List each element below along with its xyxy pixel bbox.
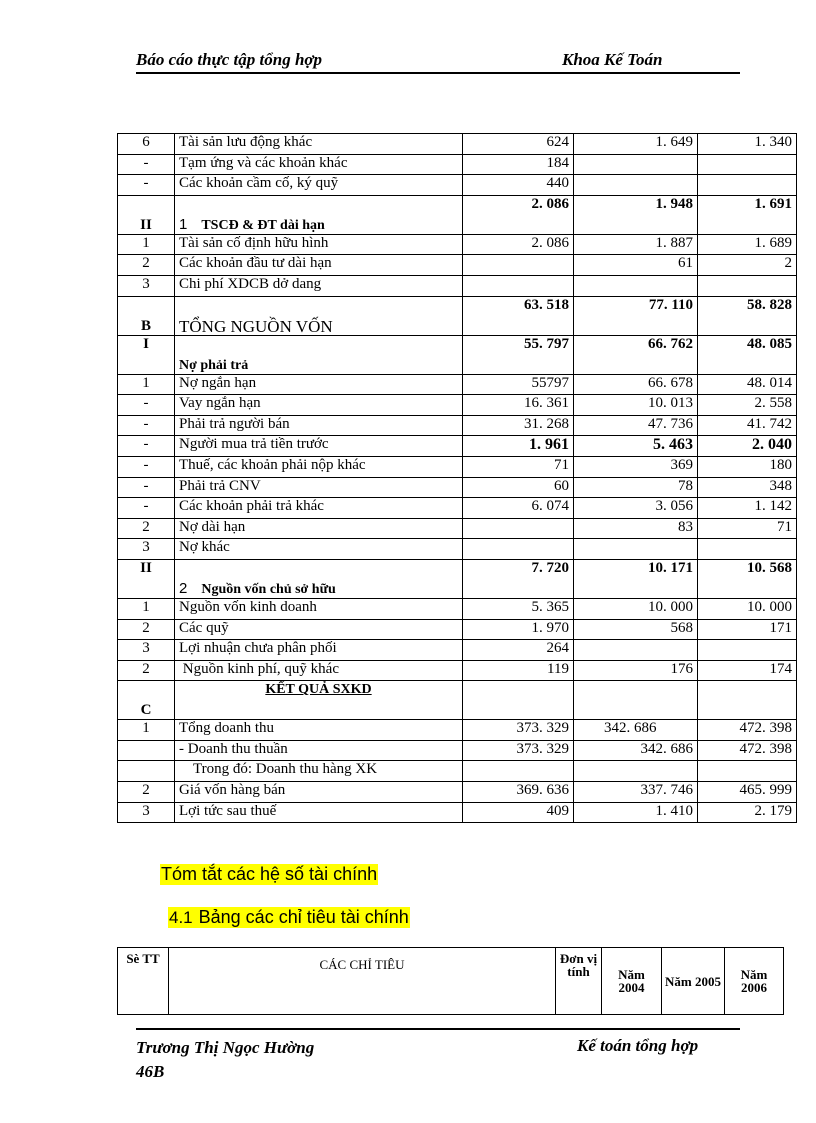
value-2006: 2. 040 [698,436,797,457]
table-row [118,415,797,436]
value-2004: 369. 636 [463,782,574,803]
value-2004: 1. 961 [463,436,574,457]
col-year-2005: Năm 2005 [662,948,725,1015]
row-label: Các khoản cầm cố, ký quỹ [175,175,463,196]
row-label: Lợi tức sau thuế [175,802,463,823]
value-2006: 465. 999 [698,782,797,803]
value-2004 [463,539,574,560]
row-label: Thuế, các khoản phải nộp khác [175,456,463,477]
value-2006: 71 [698,518,797,539]
row-number: - [118,415,175,436]
value-2006: 1. 340 [698,134,797,155]
section-row [118,681,797,720]
row-number: - [118,477,175,498]
value-2005: 3. 056 [574,498,698,519]
author-name: Trương Thị Ngọc Hường [136,1038,315,1057]
value-2004: 373. 329 [463,740,574,761]
row-number: 1 [118,598,175,619]
value-2005: 10. 171 [574,559,698,598]
row-label: Tài sản lưu động khác [175,134,463,155]
row-label: Nguồn vốn kinh doanh [175,598,463,619]
value-2006: 48. 014 [698,374,797,395]
value-2006: 1. 689 [698,234,797,255]
value-2005: 78 [574,477,698,498]
value-2006: 10. 568 [698,559,797,598]
row-number: 1 [118,234,175,255]
section-row [118,296,797,335]
value-2006 [698,761,797,782]
row-number: 6 [118,134,175,155]
section-number: B [118,296,175,335]
value-2005: 1. 948 [574,195,698,234]
row-label: Các khoản phải trả khác [175,498,463,519]
row-number [118,740,175,761]
row-number: 3 [118,640,175,661]
footer-author [136,1036,314,1084]
table-row [118,782,797,803]
value-2006: 348 [698,477,797,498]
row-number: 3 [118,275,175,296]
value-2005: 66. 678 [574,374,698,395]
value-2005: 568 [574,619,698,640]
value-2006: 174 [698,660,797,681]
row-label: Trong đó: Doanh thu hàng XK [175,761,463,782]
value-2005 [574,681,698,720]
row-label: Tạm ứng và các khoản khác [175,154,463,175]
col-stt: Sè TT [118,948,169,1015]
subsection-title: Bảng các chỉ tiêu tài chính [198,907,409,927]
value-2004: 31. 268 [463,415,574,436]
value-2004: 71 [463,456,574,477]
value-2006 [698,175,797,196]
row-number: 1 [118,720,175,741]
value-2004: 119 [463,660,574,681]
value-2004: 5. 365 [463,598,574,619]
value-2006 [698,539,797,560]
row-label: - Doanh thu thuần [175,740,463,761]
table-row [118,598,797,619]
table-row [118,660,797,681]
page-header [136,50,740,74]
row-number: 3 [118,802,175,823]
value-2005: 77. 110 [574,296,698,335]
value-2006: 472. 398 [698,740,797,761]
row-number: 2 [118,660,175,681]
row-number: - [118,498,175,519]
row-number: 3 [118,539,175,560]
value-2006 [698,640,797,661]
row-label: Chi phí XDCB dở dang [175,275,463,296]
value-2005 [574,761,698,782]
table-row [118,539,797,560]
value-2004 [463,681,574,720]
section-label: Nợ phải trả [175,335,463,374]
value-2004 [463,275,574,296]
table-row [118,802,797,823]
table-row [118,498,797,519]
row-number: - [118,456,175,477]
row-label: Vay ngắn hạn [175,395,463,416]
row-number: 2 [118,619,175,640]
value-2005: 176 [574,660,698,681]
value-2005 [574,539,698,560]
row-label: Phải trả người bán [175,415,463,436]
row-label: Tổng doanh thu [175,720,463,741]
section-label: 1 TSCĐ & ĐT dài hạn [175,195,463,234]
indicator-table [117,947,784,1015]
value-2006: 180 [698,456,797,477]
value-2006 [698,275,797,296]
value-2004: 55. 797 [463,335,574,374]
value-2006: 472. 398 [698,720,797,741]
indicator-header-row [118,948,784,1015]
table-row [118,175,797,196]
row-label: Nguồn kinh phí, quỹ khác [175,660,463,681]
value-2004 [463,518,574,539]
row-number: - [118,436,175,457]
col-chitieu: CÁC CHỈ TIÊU [169,948,556,1015]
row-label: Lợi nhuận chưa phân phối [175,640,463,661]
table-row [118,640,797,661]
page-footer [136,1028,740,1081]
table-row [118,456,797,477]
value-2005: 10. 000 [574,598,698,619]
value-2006: 48. 085 [698,335,797,374]
value-2004: 264 [463,640,574,661]
value-2005: 83 [574,518,698,539]
value-2005 [574,275,698,296]
value-2005: 369 [574,456,698,477]
row-number: 2 [118,255,175,276]
row-label: Nợ khác [175,539,463,560]
table-row [118,518,797,539]
value-2004 [463,255,574,276]
summary-heading: Tóm tắt các hệ số tài chính [161,864,378,884]
value-2005: 342. 686 [574,740,698,761]
row-label: Giá vốn hàng bán [175,782,463,803]
row-label: Nợ ngắn hạn [175,374,463,395]
section-index: 1 [179,215,188,233]
table-row [118,234,797,255]
col-year-2004: Năm 2004 [602,948,662,1015]
value-2005: 1. 649 [574,134,698,155]
value-2005 [574,640,698,661]
row-number: - [118,395,175,416]
value-2005: 5. 463 [574,436,698,457]
value-2004: 60 [463,477,574,498]
col-year-2006: Năm 2006 [725,948,784,1015]
section-number: I [118,335,175,374]
section-row [118,559,797,598]
value-2004: 373. 329 [463,720,574,741]
subsection-number: 4.1 [169,908,193,927]
table-row [118,720,797,741]
row-label: Các khoản đầu tư dài hạn [175,255,463,276]
table-row [118,395,797,416]
value-2006 [698,681,797,720]
author-class: 46B [136,1062,165,1081]
value-2004: 63. 518 [463,296,574,335]
section-number: II [118,195,175,234]
value-2004 [463,761,574,782]
table-row [118,154,797,175]
table-row [118,255,797,276]
row-number: 1 [118,374,175,395]
row-label: Nợ dài hạn [175,518,463,539]
header-department: Khoa Kế Toán [562,50,663,69]
value-2004: 1. 970 [463,619,574,640]
value-2004: 624 [463,134,574,155]
table-row [118,761,797,782]
value-2004: 7. 720 [463,559,574,598]
section-label: TỔNG NGUỒN VỐN [175,296,463,335]
value-2006: 171 [698,619,797,640]
row-number: 2 [118,518,175,539]
subsection-heading [168,907,410,928]
table-row [118,477,797,498]
section-number: C [118,681,175,720]
value-2005: 1. 410 [574,802,698,823]
value-2006: 2. 558 [698,395,797,416]
row-label: Người mua trả tiền trước [175,436,463,457]
row-label: Các quỹ [175,619,463,640]
row-label: Tài sản cố định hữu hình [175,234,463,255]
row-label: Phải trả CNV [175,477,463,498]
value-2004: 2. 086 [463,195,574,234]
value-2005: 66. 762 [574,335,698,374]
section-row [118,195,797,234]
value-2006 [698,154,797,175]
row-number: 2 [118,782,175,803]
col-unit: Đơn vị tính [556,948,602,1015]
section-number: II [118,559,175,598]
table-row [118,134,797,155]
value-2006: 2 [698,255,797,276]
value-2005: 61 [574,255,698,276]
value-2005: 47. 736 [574,415,698,436]
section-label: 2 Nguồn vốn chủ sở hữu [175,559,463,598]
header-report-title: Báo cáo thực tập tổng hợp [136,50,323,69]
value-2006: 2. 179 [698,802,797,823]
value-2005: 10. 013 [574,395,698,416]
row-number: - [118,154,175,175]
section-label: KẾT QUẢ SXKD [175,681,463,720]
table-row [118,374,797,395]
value-2004: 184 [463,154,574,175]
row-number [118,761,175,782]
table-row [118,436,797,457]
value-2005: 342. 686 [574,720,698,741]
value-2006: 10. 000 [698,598,797,619]
value-2005 [574,154,698,175]
value-2004: 16. 361 [463,395,574,416]
footer-title: Kế toán tổng hợp [577,1036,699,1055]
value-2006: 58. 828 [698,296,797,335]
value-2004: 6. 074 [463,498,574,519]
value-2004: 409 [463,802,574,823]
value-2005: 337. 746 [574,782,698,803]
value-2004: 2. 086 [463,234,574,255]
value-2005: 1. 887 [574,234,698,255]
value-2006: 1. 691 [698,195,797,234]
row-number: - [118,175,175,196]
balance-sheet-table [117,133,797,823]
section-index: 2 [179,579,188,597]
value-2006: 1. 142 [698,498,797,519]
value-2004: 55797 [463,374,574,395]
section-row [118,335,797,374]
value-2004: 440 [463,175,574,196]
table-row [118,275,797,296]
value-2006: 41. 742 [698,415,797,436]
table-row [118,619,797,640]
table-row [118,740,797,761]
value-2005 [574,175,698,196]
